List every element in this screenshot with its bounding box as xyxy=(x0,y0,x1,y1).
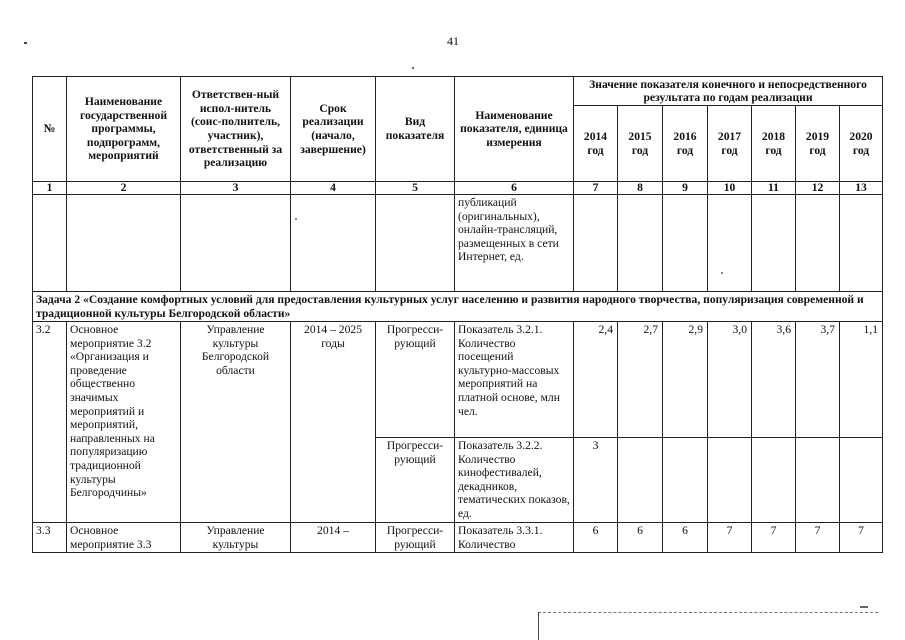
cell-empty xyxy=(752,195,796,292)
value-cell xyxy=(618,438,663,523)
value-cell: 6 xyxy=(618,523,663,553)
value-cell: 6 xyxy=(663,523,708,553)
page-number: 41 xyxy=(447,34,459,48)
header-year: 2019 год xyxy=(796,106,840,182)
scan-artifact-edge xyxy=(538,612,539,640)
indicator-type: Прогресси-рующий xyxy=(376,322,455,438)
cell-empty xyxy=(33,195,67,292)
table-row xyxy=(33,322,883,438)
header-num: № xyxy=(33,77,67,182)
executor: Управление культуры xyxy=(181,523,291,553)
indicator-name: Показатель 3.3.1. Количество xyxy=(455,523,574,553)
value-cell: 7 xyxy=(708,523,752,553)
indicator-type: Прогресси-рующий xyxy=(376,523,455,553)
column-number: 3 xyxy=(181,182,291,195)
value-cell: 3 xyxy=(574,438,618,523)
value-cell: 2,9 xyxy=(663,322,708,438)
column-number: 12 xyxy=(796,182,840,195)
event-name: Основное мероприятие 3.3 xyxy=(67,523,181,553)
value-cell xyxy=(752,438,796,523)
indicator-name: Показатель 3.2.2. Количество кинофестивалей, декадников, тематических показов, ед. xyxy=(455,438,574,523)
cell-empty xyxy=(574,195,618,292)
header-values-group: Значение показателя конечного и непосредственного результата по годам реализации xyxy=(574,77,883,106)
value-cell: 3,6 xyxy=(752,322,796,438)
row-number: 3.2 xyxy=(33,322,67,523)
scan-speck xyxy=(412,67,414,69)
continuation-row xyxy=(33,195,883,292)
column-number: 8 xyxy=(618,182,663,195)
value-cell xyxy=(708,438,752,523)
value-cell xyxy=(663,438,708,523)
cell-empty xyxy=(708,195,752,292)
program-table xyxy=(32,76,883,553)
column-number: 5 xyxy=(376,182,455,195)
row-number: 3.3 xyxy=(33,523,67,553)
table-row xyxy=(33,523,883,553)
continuation-indicator: публикаций (оригинальных), онлайн-трансляций, размещенных в сети Интернет, ед. xyxy=(455,195,574,292)
task-heading: Задача 2 «Создание комфортных условий для предоставления культурных услуг населению и развития народного творчества, популяризация современной и традиционной культуры Белгородской области» xyxy=(33,292,883,322)
column-number: 4 xyxy=(291,182,376,195)
scan-speck xyxy=(860,606,868,608)
value-cell: 7 xyxy=(840,523,883,553)
header-year: 2020 год xyxy=(840,106,883,182)
value-cell: 3,7 xyxy=(796,322,840,438)
indicator-type: Прогресси-рующий xyxy=(376,438,455,523)
scan-artifact-line xyxy=(538,612,878,614)
column-number: 9 xyxy=(663,182,708,195)
value-cell: 2,4 xyxy=(574,322,618,438)
column-number: 10 xyxy=(708,182,752,195)
header-program-name: Наименование государственной программы, подпрограмм, мероприятий xyxy=(67,77,181,182)
cell-empty xyxy=(796,195,840,292)
value-cell xyxy=(796,438,840,523)
column-number: 11 xyxy=(752,182,796,195)
cell-empty xyxy=(67,195,181,292)
header-indicator-name: Наименование показателя, единица измерения xyxy=(455,77,574,182)
header-executor: Ответствен-ный испол-нитель (соис-полнитель, участник), ответственный за реализацию xyxy=(181,77,291,182)
header-year: 2014 год xyxy=(574,106,618,182)
indicator-name: Показатель 3.2.1. Количество посещений культурно-массовых мероприятий на платной основе, млн чел. xyxy=(455,322,574,438)
value-cell: 7 xyxy=(752,523,796,553)
cell-empty xyxy=(376,195,455,292)
value-cell: 2,7 xyxy=(618,322,663,438)
header-year: 2015 год xyxy=(618,106,663,182)
value-cell: 3,0 xyxy=(708,322,752,438)
header-indicator-type: Вид показателя xyxy=(376,77,455,182)
header-year: 2016 год xyxy=(663,106,708,182)
period: 2014 – 2025 годы xyxy=(291,322,376,523)
value-cell: 7 xyxy=(796,523,840,553)
column-number: 1 xyxy=(33,182,67,195)
cell-empty xyxy=(840,195,883,292)
header-year: 2017 год xyxy=(708,106,752,182)
header-year: 2018 год xyxy=(752,106,796,182)
cell-empty xyxy=(663,195,708,292)
executor: Управление культуры Белгородской области xyxy=(181,322,291,523)
value-cell xyxy=(840,438,883,523)
column-number: 2 xyxy=(67,182,181,195)
header-period: Срок реализации (начало, завершение) xyxy=(291,77,376,182)
cell-empty xyxy=(181,195,291,292)
column-number: 7 xyxy=(574,182,618,195)
scan-speck xyxy=(24,42,27,44)
period: 2014 – xyxy=(291,523,376,553)
cell-empty xyxy=(291,195,376,292)
cell-empty xyxy=(618,195,663,292)
value-cell: 6 xyxy=(574,523,618,553)
column-number: 6 xyxy=(455,182,574,195)
event-name: Основное мероприятие 3.2 «Организация и проведение общественно значимых мероприятий и мероприятий, направленных на популяризацию традиционной культуры Белгородчины» xyxy=(67,322,181,523)
value-cell: 1,1 xyxy=(840,322,883,438)
column-number: 13 xyxy=(840,182,883,195)
